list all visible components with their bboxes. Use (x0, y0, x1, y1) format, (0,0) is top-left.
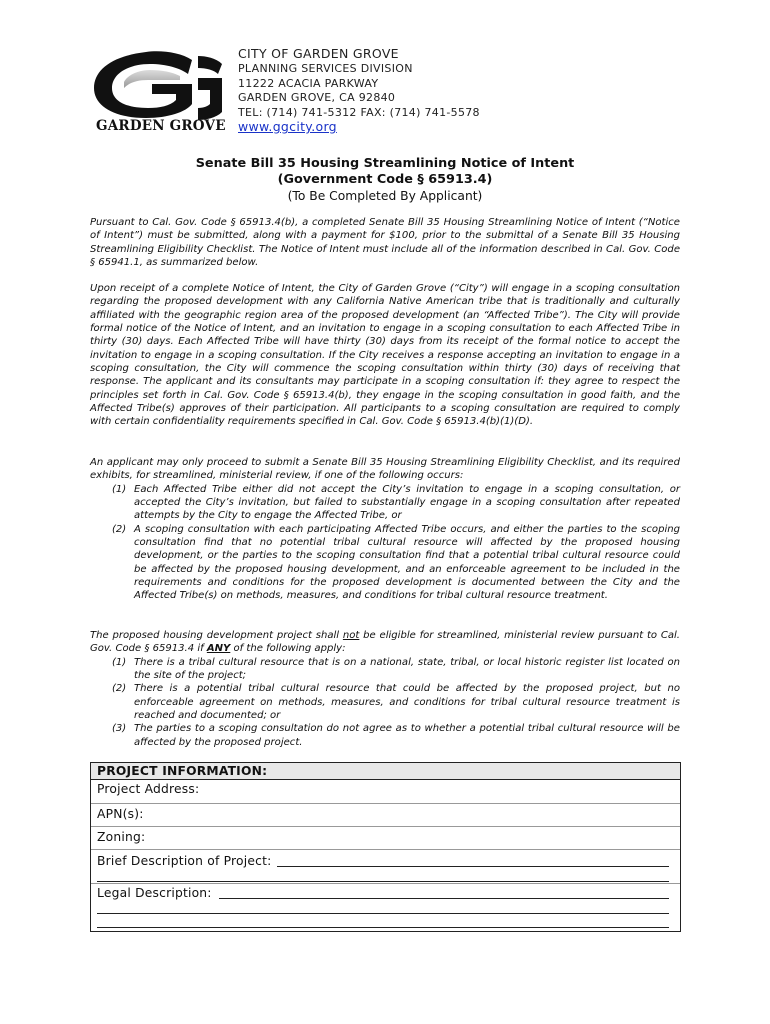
title-line-1: Senate Bill 35 Housing Streamlining Notice of Intent (195, 156, 575, 171)
paragraph-ineligibility (90, 629, 680, 749)
intro-part-c: of the following apply: (230, 643, 346, 655)
row-divider (91, 883, 680, 884)
legal-description-line-3[interactable] (97, 927, 669, 928)
title-line-2: (Government Code § 65913.4) (277, 172, 493, 187)
brief-description-line-2[interactable] (97, 881, 669, 882)
list-item (90, 682, 680, 722)
paragraph-text: Upon receipt of a complete Notice of Intent, the City of Garden Grove (“City”) will engage in a scoping consultation regarding the proposed development with any California Native American tribe that is traditionally and culturally affiliated with the geographic region area of the proposed development (an “Affected Tribe”). The City will provide formal notice of the Notice of Intent, and an invitation to engage in a scoping consultation to each Affected Tribe in thirty (30) days. Each Affected Tribe will have thirty (30) days from its receipt of the formal notice to accept the invitation to engage in a scoping consultation. If the City receives a response accepting an invitation to engage in a scoping consultation, the City will commence the scoping consultation within thirty (30) days of receiving that response. The applicant and its consultants may participate in a scoping consultation if: they agree to respect the principles set forth in Cal. Gov. Code § 65913.4(b), they engage in the scoping consultation in good faith, and the Affected Tribe(s) approves of their participation. All participants to a scoping consultation are required to comply with certain confidentiality requirements specified in Cal. Gov. Code § 65913.4(b)(1)(D). (90, 283, 680, 428)
legal-description-line-2[interactable] (97, 913, 669, 914)
intro-part-a: The proposed housing development project shall (90, 630, 343, 641)
division-name: PLANNING SERVICES DIVISION (238, 62, 413, 75)
section-header (91, 763, 680, 780)
paragraph-submission (90, 216, 680, 269)
letterhead (238, 46, 480, 135)
logo-wordmark: GARDEN GROVE (96, 118, 226, 134)
title-line-3: (To Be Completed By Applicant) (287, 189, 483, 203)
section-heading: PROJECT INFORMATION: (97, 764, 268, 778)
address-line-2: GARDEN GROVE, CA 92840 (238, 91, 396, 105)
project-information-section (90, 762, 681, 932)
list-text: There is a tribal cultural resource that is on a national, state, tribal, or local historic register list located on the site of the project; (134, 656, 680, 682)
phone-fax: TEL: (714) 741-5312 FAX: (714) 741-5578 (238, 105, 480, 119)
city-name: CITY OF GARDEN GROVE (238, 46, 399, 61)
zoning-label: Zoning: (97, 830, 146, 844)
paragraph-text: Pursuant to Cal. Gov. Code § 65913.4(b), a completed Senate Bill 35 Housing Streamlining Notice of Intent (“Notice of Intent”) must be submitted, along with a payment for $100, prior to the submittal of a Senate Bill 35 Housing Streamlining Eligibility Checklist. The Notice of Intent must include all of the information described in Cal. Gov. Code § 65941.1, as summarized below. (90, 217, 680, 269)
list-number: (1) (112, 656, 127, 668)
paragraph-consultation (90, 282, 680, 429)
list-number: (2) (112, 523, 127, 535)
list-item (90, 483, 680, 523)
list-text: There is a potential tribal cultural resource that could be affected by the proposed project, but no enforceable agreement on methods, measures, and conditions for tribal cultural resource treatment is reached and documented; or (134, 683, 680, 722)
emphasis-not: not (342, 630, 360, 641)
list-item (90, 656, 680, 683)
website-link[interactable]: www.ggcity.org (238, 119, 337, 135)
list-number: (3) (112, 723, 127, 735)
legal-description-line[interactable] (219, 898, 669, 899)
apn-label: APN(s): (97, 807, 144, 821)
paragraph-eligibility (90, 456, 680, 603)
list-item (90, 722, 680, 749)
list-text: The parties to a scoping consultation do not agree as to whether a potential tribal cultural resource will be affected by the proposed project. (134, 723, 680, 748)
list-number: (1) (112, 483, 127, 495)
list-text: Each Affected Tribe either did not accept the City’s invitation to engage in a scoping consultation, or accepted the City’s invitation, but failed to substantially engage in a scoping consultation after repeated attempts by the City to engage the Affected Tribe, or (134, 483, 680, 522)
eligibility-list (90, 483, 680, 603)
address-line-1: 11222 ACACIA PARKWAY (238, 76, 379, 90)
form-title (90, 156, 680, 204)
brief-description-line[interactable] (277, 866, 669, 867)
row-divider (91, 803, 680, 804)
row-divider (91, 849, 680, 850)
emphasis-any: ANY (206, 643, 231, 655)
intro-part-b: be eligible for streamlined, ministerial review pursuant to Cal. Gov. Code § 65913.4 if (90, 630, 680, 655)
list-text: A scoping consultation with each participating Affected Tribe occurs, and either the parties to the scoping consultation find that no potential tribal cultural resource will affected by the proposed housing development, or the parties to the scoping consultation find that a potential tribal cultural resource could be affected by the proposed housing development, and an enforceable agreement to be included in the requirements and conditions for the proposed development is documented between the City and the Affected Tribe(s) on methods, measures, and conditions for tribal cultural resource treatment. (134, 523, 680, 602)
list-number: (2) (112, 683, 127, 695)
row-divider (91, 826, 680, 827)
list-item (90, 523, 680, 603)
paragraph-intro: An applicant may only proceed to submit a Senate Bill 35 Housing Streamlining Eligibility Checklist, and its required exhibits, for streamlined, ministerial review, if one of the following occurs: (90, 457, 680, 482)
legal-description-label: Legal Description: (97, 886, 212, 900)
project-address-label: Project Address: (97, 782, 200, 796)
brief-description-label: Brief Description of Project: (97, 854, 272, 868)
ineligibility-list (90, 656, 680, 749)
paragraph-intro (90, 629, 680, 656)
